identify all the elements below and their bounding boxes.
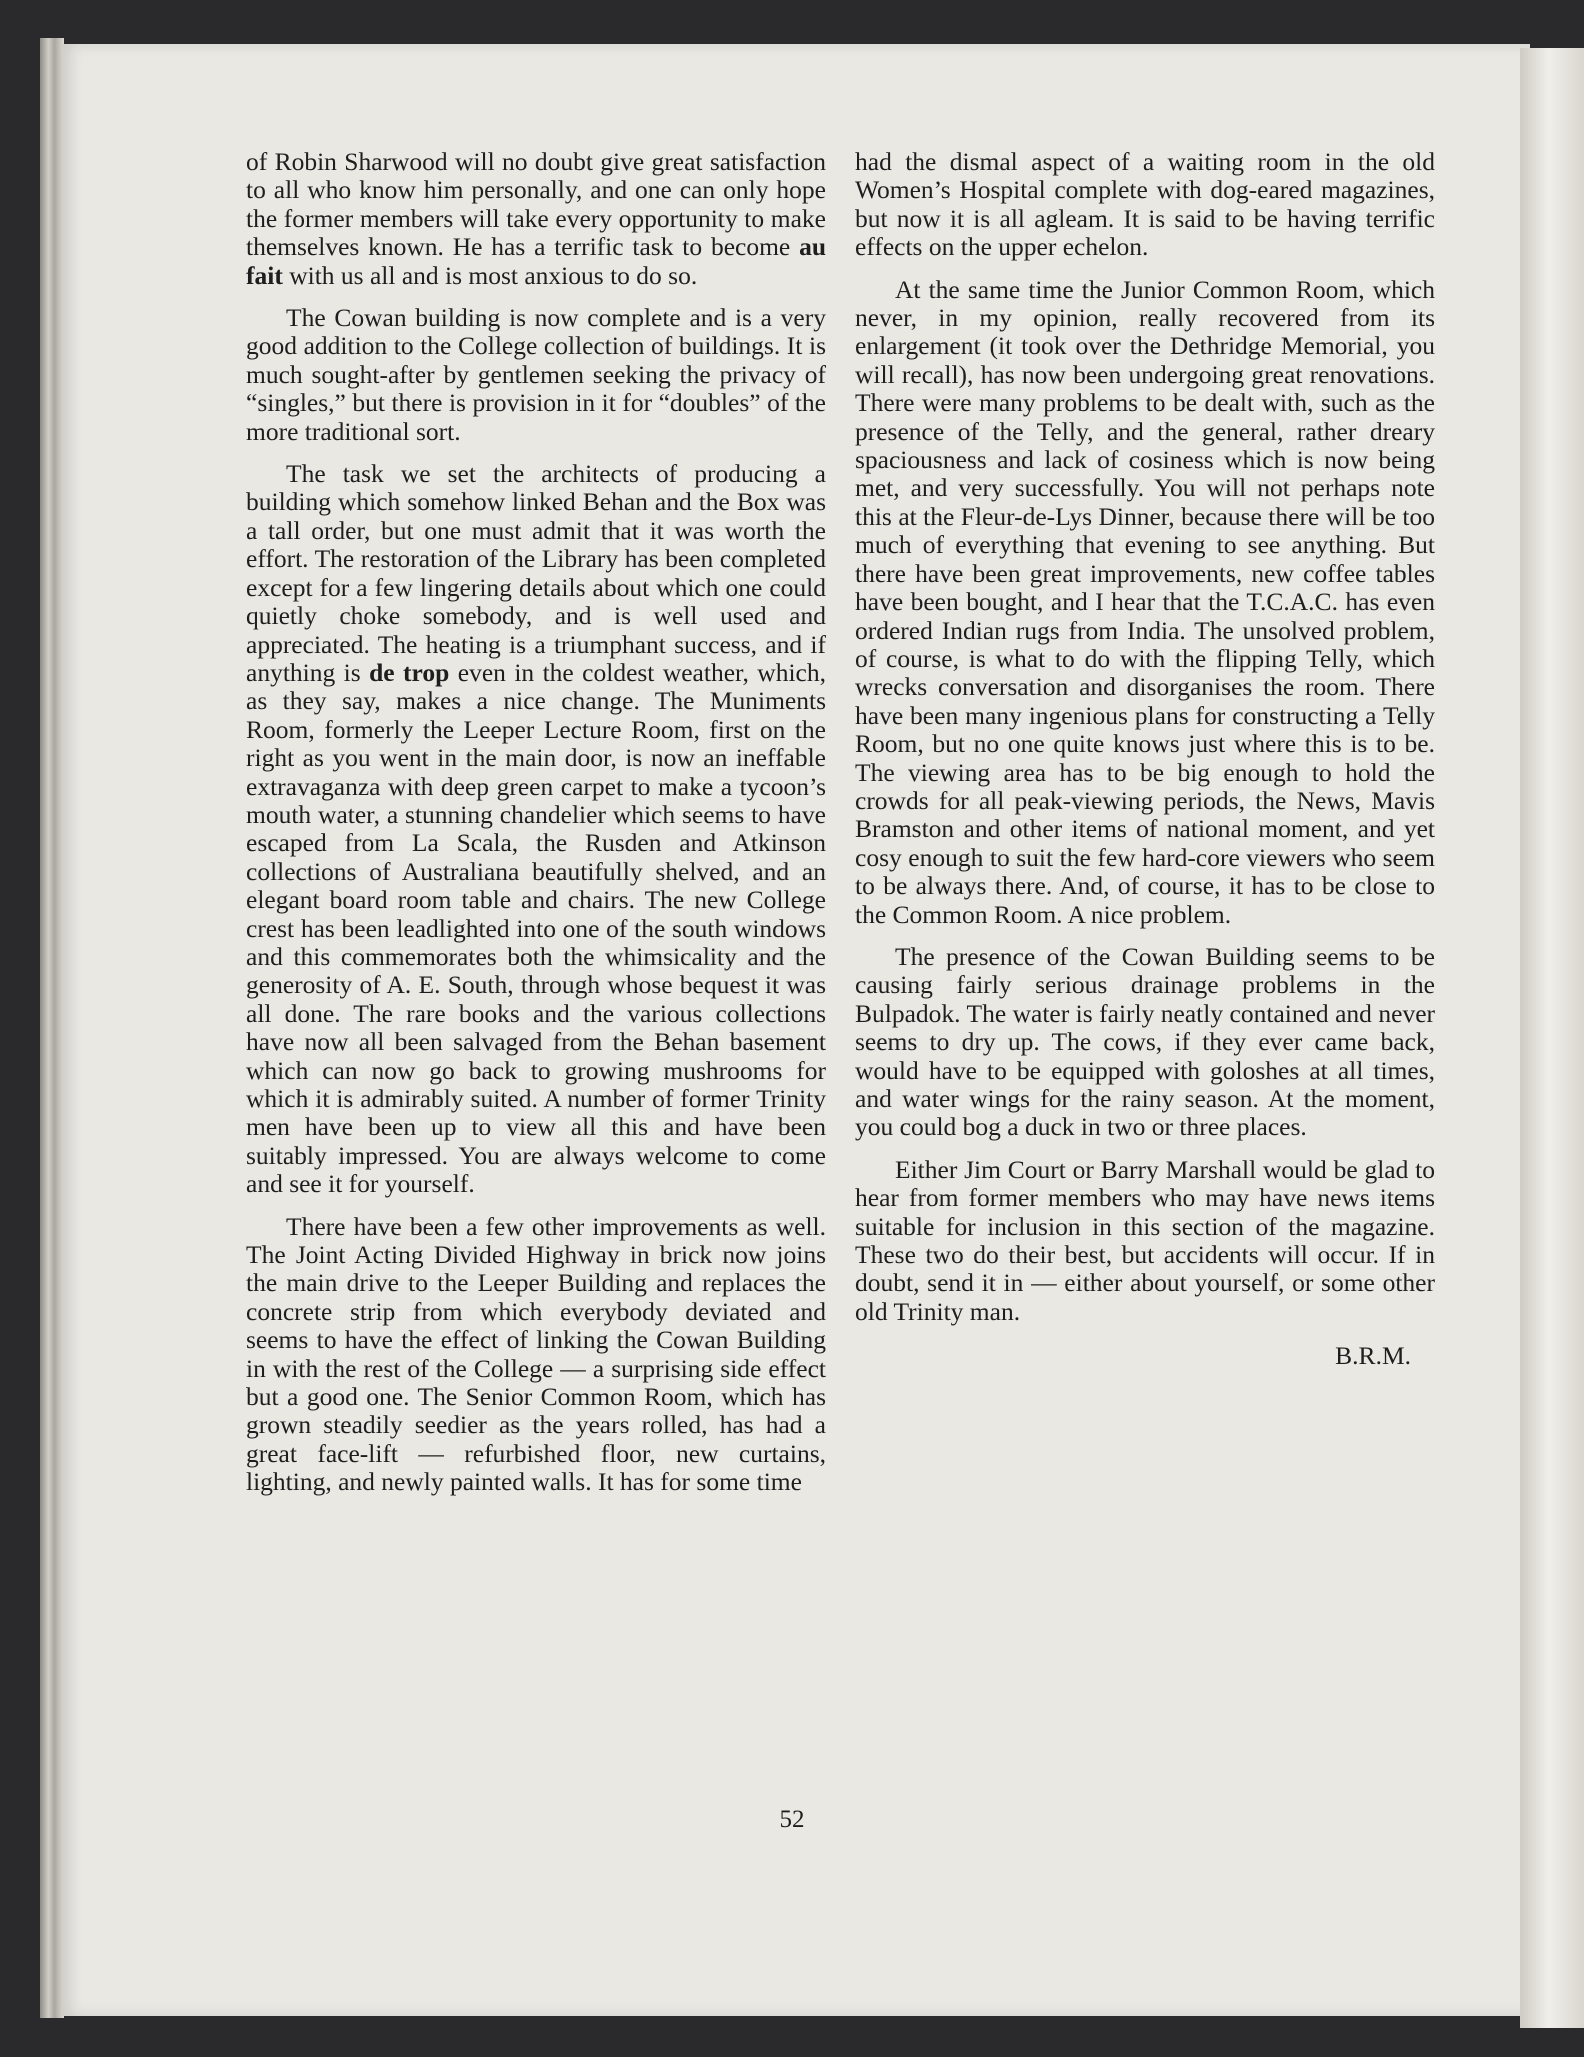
right-column [855,148,1435,1371]
book-spine [40,38,64,2018]
text: even in the coldest weather, which, as they say, makes a nice change. The Muniments Room, formerly the Leeper Lecture Room, first on the right as you went in the main door, is now an ineffable extravaganza with deep green carpet to make a tycoon’s mouth water, a stunning chandelier which seems to have escaped from La Scala, the Rusden and Atkinson collections of Australiana beautifully shelved, and an elegant board room table and chairs. The new College crest has been leadlighted into one of the south windows and this commemorates both the whimsicality and the generosity of A. E. South, through whose bequest it was all done. The rare books and the various collections have now all been salvaged from the Behan basement which can now go back to growing mushrooms for which it is admirably suited. A number of former Trinity men have been up to view all this and have been suitably impressed. You are always welcome to come and see it for yourself. [246,657,826,1199]
paragraph: The presence of the Cowan Building seems to be causing fairly serious drainage problems in the Bulpadok. The water is fairly neatly contained and never seems to dry up. The cows, if they ever came back, would have to be equipped with goloshes at all times, and water wings for the rainy season. At the moment, you could bog a duck in two or three places. [855,941,1435,1142]
left-column [246,148,826,1497]
author-signature: B.R.M. [1335,1341,1411,1371]
text: of Robin Sharwood will no doubt give great satisfaction to all who know him personally, and one can only hope the former members will take every opportunity to make themselves known. He has a terrific task to become [246,147,826,262]
emphasis-text: au fait [246,232,826,290]
emphasis-text: de trop [369,657,450,687]
paragraph: There have been a few other improvements as well. The Joint Acting Divided Highway in brick now joins the main drive to the Leeper Building and replaces the concrete strip from which everybody deviated and seems to have the effect of linking the Cowan Building in with the rest of the College — a surprising side effect but a good one. The Senior Common Room, which has grown steadily seedier as the years rolled, has had a great face-lift — refurbished floor, new curtains, lighting, and newly painted walls. It has for some time [246,1211,826,1497]
paragraph [246,148,826,290]
paragraph: At the same time the Junior Common Room, which never, in my opinion, really recovered from its enlargement (it took over the Dethridge Memorial, you will recall), has now been undergoing great renovations. There were many problems to be dealt with, such as the presence of the Telly, and the general, rather dreary spaciousness and lack of cosiness which is now being met, and very successfully. You will not perhaps note this at the Fleur-de-Lys Dinner, because there will be too much of everything that evening to see anything. But there have been great improvements, new coffee tables have been bought, and I hear that the T.C.A.C. has even ordered Indian rugs from India. The unsolved problem, of course, is what to do with the flipping Telly, which wrecks conversation and disorganises the room. There have been many ingenious plans for constructing a Telly Room, but no one quite knows just where this is to be. The viewing area has to be big enough to hold the crowds for all peak-viewing periods, the News, Mavis Bramston and other items of national moment, and yet cosy enough to suit the few hard-core viewers who seem to be always there. And, of course, it has to be close to the Common Room. A nice problem. [855,274,1435,929]
page-number: 52 [779,1806,805,1833]
text: The task we set the architects of producing a building which somehow linked Behan and the Box was a tall order, but one must admit that it was worth the effort. The restoration of the Library has been completed except for a few lingering details about which one could quietly choke somebody, and is well used and appreciated. The heating is a triumphant success, and if anything is [246,459,826,687]
facing-page-edge [1520,48,1584,2028]
paragraph: Either Jim Court or Barry Marshall would be glad to hear from former members who may have news items suitable for inclusion in this section of the magazine. These two do their best, but accidents will occur. If in doubt, send it in — either about yourself, or some other old Trinity man. [855,1154,1435,1326]
paragraph: had the dismal aspect of a waiting room in the old Women’s Hospital complete with dog-eared magazines, but now it is all agleam. It is said to be having terrific effects on the upper echelon. [855,147,1435,262]
paragraph [246,460,826,1199]
text: with us all and is most anxious to do so. [282,260,698,290]
paragraph: The Cowan building is now complete and is a very good addition to the College collection of buildings. It is much sought-after by gentlemen seeking the privacy of “singles,” but there is provision in it for “doubles” of the more traditional sort. [246,303,826,446]
